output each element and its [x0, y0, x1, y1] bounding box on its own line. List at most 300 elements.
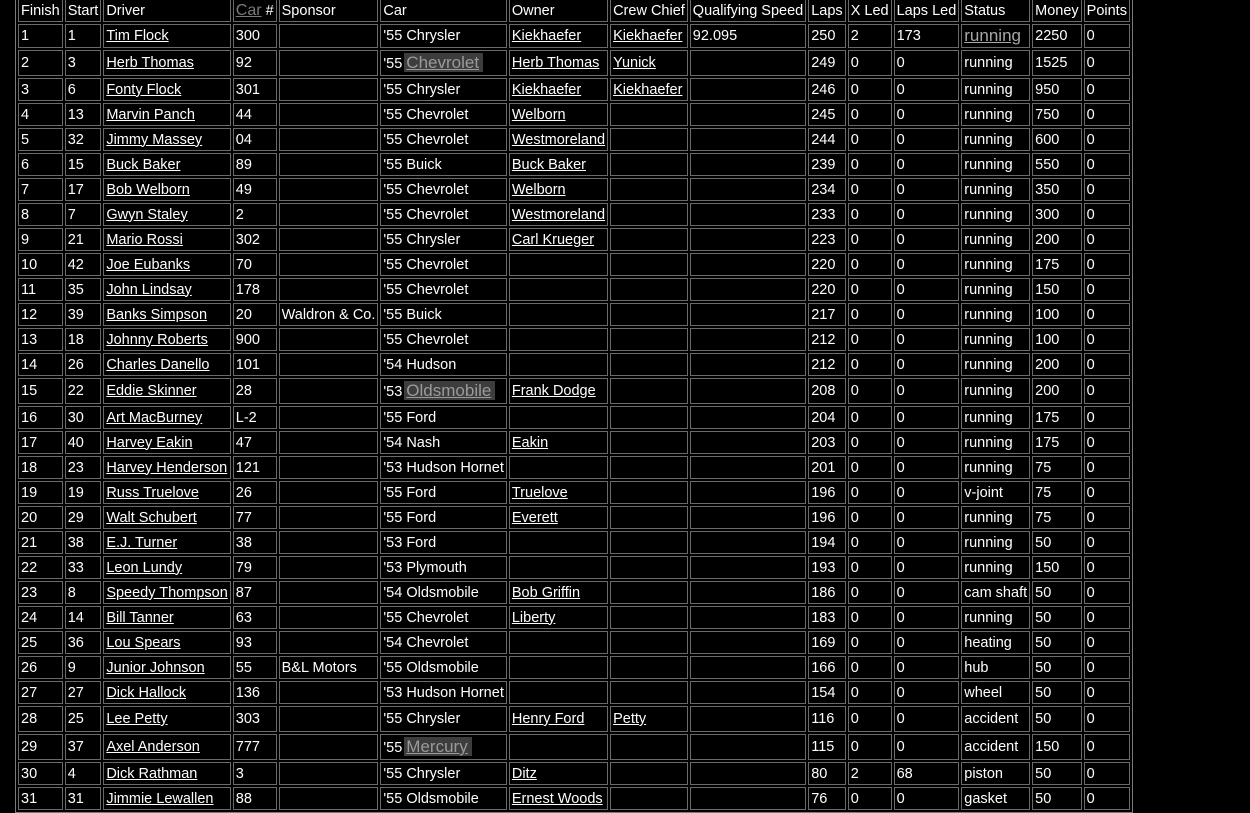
crew-chief-cell: [610, 556, 688, 579]
owner-cell-link[interactable]: Westmoreland: [511, 206, 606, 223]
points-cell: 0: [1084, 656, 1130, 679]
crew-chief-cell-link[interactable]: Kiekhaefer: [613, 28, 683, 44]
points-cell: 0: [1084, 178, 1130, 201]
start-cell: 32: [65, 128, 102, 151]
money-cell: 50: [1032, 681, 1082, 704]
owner-cell: [509, 353, 608, 376]
start-cell: 14: [65, 606, 102, 629]
sponsor-cell: [279, 787, 379, 810]
finish-cell: 7: [18, 178, 63, 201]
qualifying-speed-cell: [690, 762, 806, 785]
driver-cell-link[interactable]: Charles Danello: [106, 356, 210, 373]
status-cell: running: [961, 406, 1030, 429]
crew-chief-cell: [610, 78, 688, 101]
driver-cell-link[interactable]: Dick Rathman: [106, 765, 198, 782]
money-cell: 950: [1032, 78, 1082, 101]
finish-cell: 28: [18, 706, 63, 732]
laps-led-cell: 0: [894, 656, 960, 679]
x-led-cell: 0: [848, 153, 892, 176]
status-cell: running: [961, 303, 1030, 326]
finish-cell: 19: [18, 481, 63, 504]
driver-cell-link[interactable]: Axel Anderson: [106, 739, 200, 755]
driver-cell: [103, 506, 230, 529]
status-cell: v-joint: [961, 481, 1030, 504]
finish-cell: 8: [18, 203, 63, 226]
sponsor-cell: [279, 153, 379, 176]
car-cell: '55 Buick: [380, 303, 506, 326]
crew-chief-cell: [610, 178, 688, 201]
x-led-cell: 0: [848, 406, 892, 429]
status-cell: running: [961, 228, 1030, 251]
car-number-cell: 20: [233, 303, 277, 326]
points-cell: 0: [1084, 481, 1130, 504]
finish-cell: 13: [18, 328, 63, 351]
driver-cell-link[interactable]: Marvin Panch: [106, 106, 195, 123]
sponsor-cell: [279, 706, 379, 732]
status-cell: heating: [961, 631, 1030, 654]
money-cell: 200: [1032, 353, 1082, 376]
driver-cell-link[interactable]: Johnny Roberts: [106, 331, 208, 348]
laps-cell: 233: [808, 203, 845, 226]
car-cell: '55 Chevrolet: [380, 178, 506, 201]
status-cell: [961, 24, 1030, 48]
finish-cell: 6: [18, 153, 63, 176]
driver-cell: [103, 328, 230, 351]
money-cell: 600: [1032, 128, 1082, 151]
driver-cell: [103, 50, 230, 76]
start-cell: 15: [65, 153, 102, 176]
owner-cell-link[interactable]: Kiekhaefer: [511, 81, 582, 98]
owner-cell: [509, 278, 608, 301]
car-year: '55: [383, 740, 403, 756]
header-sponsor: Sponsor: [279, 0, 379, 22]
driver-cell: [103, 581, 230, 604]
status-cell: running: [961, 103, 1030, 126]
status-cell: running: [961, 203, 1030, 226]
sponsor-cell: [279, 328, 379, 351]
qualifying-speed-cell: [690, 178, 806, 201]
finish-cell: 10: [18, 253, 63, 276]
sponsor-cell: [279, 762, 379, 785]
car-number-cell: 303: [233, 706, 277, 732]
laps-cell: 76: [808, 787, 845, 810]
table-row: [18, 24, 1130, 48]
owner-cell-link[interactable]: Herb Thomas: [511, 55, 600, 71]
x-led-cell: 0: [848, 681, 892, 704]
points-cell: 0: [1084, 734, 1130, 760]
driver-cell-link[interactable]: Junior Johnson: [106, 659, 205, 676]
start-cell: 8: [65, 581, 102, 604]
laps-led-cell: 0: [894, 456, 960, 479]
sponsor-cell: [279, 178, 379, 201]
qualifying-speed-cell: [690, 153, 806, 176]
driver-cell-link[interactable]: Eddie Skinner: [106, 383, 197, 399]
start-cell: 39: [65, 303, 102, 326]
car-number-cell: 301: [233, 78, 277, 101]
car-cell: '55 Chevrolet: [380, 128, 506, 151]
owner-cell: [509, 303, 608, 326]
driver-cell-link[interactable]: Bob Welborn: [106, 181, 190, 198]
qualifying-speed-cell: [690, 506, 806, 529]
laps-led-cell: 173: [894, 24, 960, 48]
driver-cell-link[interactable]: Russ Truelove: [106, 484, 199, 501]
sponsor-cell: [279, 253, 379, 276]
driver-cell: [103, 481, 230, 504]
money-cell: 175: [1032, 253, 1082, 276]
start-cell: 37: [65, 734, 102, 760]
finish-cell: 12: [18, 303, 63, 326]
laps-cell: 186: [808, 581, 845, 604]
x-led-cell: 0: [848, 178, 892, 201]
driver-cell-link[interactable]: Lee Petty: [106, 711, 168, 727]
crew-chief-cell: [610, 253, 688, 276]
car-cell: '54 Oldsmobile: [380, 581, 506, 604]
sponsor-cell: [279, 531, 379, 554]
money-cell: 200: [1032, 378, 1082, 404]
money-cell: 175: [1032, 431, 1082, 454]
start-cell: 19: [65, 481, 102, 504]
crew-chief-cell-link[interactable]: Yunick: [613, 55, 656, 71]
x-led-cell: 0: [848, 328, 892, 351]
car-cell: '53 Ford: [380, 531, 506, 554]
car-number-header-link[interactable]: Car: [235, 1, 262, 19]
sponsor-cell: [279, 228, 379, 251]
header-car: Car: [380, 0, 506, 22]
start-cell: 36: [65, 631, 102, 654]
points-cell: 0: [1084, 787, 1130, 810]
driver-cell-link[interactable]: Banks Simpson: [106, 306, 208, 323]
laps-cell: 250: [808, 24, 845, 48]
owner-cell-link[interactable]: Welborn: [511, 181, 566, 198]
car-number-cell: 38: [233, 531, 277, 554]
money-cell: 750: [1032, 103, 1082, 126]
start-cell: 38: [65, 531, 102, 554]
crew-chief-cell: [610, 762, 688, 785]
money-cell: 150: [1032, 734, 1082, 760]
header-status: Status: [961, 0, 1030, 22]
car-cell: '55 Chevrolet: [380, 203, 506, 226]
driver-cell-link[interactable]: Walt Schubert: [106, 509, 197, 526]
money-cell: 100: [1032, 303, 1082, 326]
driver-cell-link[interactable]: Speedy Thompson: [106, 584, 228, 601]
points-cell: 0: [1084, 328, 1130, 351]
driver-cell-link[interactable]: E.J. Turner: [106, 534, 178, 551]
finish-cell: 1: [18, 24, 63, 48]
driver-cell: [103, 631, 230, 654]
x-led-cell: 0: [848, 556, 892, 579]
x-led-cell: 0: [848, 456, 892, 479]
car-cell: '55 Ford: [380, 406, 506, 429]
driver-cell-link[interactable]: Jimmy Massey: [106, 131, 203, 148]
owner-cell-link[interactable]: Ditz: [511, 765, 537, 782]
owner-cell-link[interactable]: Liberty: [511, 609, 556, 626]
crew-chief-cell: [610, 681, 688, 704]
crew-chief-cell: [610, 456, 688, 479]
crew-chief-cell: [610, 203, 688, 226]
owner-cell-link[interactable]: Everett: [511, 509, 558, 526]
qualifying-speed-cell: [690, 556, 806, 579]
driver-cell-link[interactable]: Buck Baker: [106, 156, 181, 173]
status-cell: running: [961, 128, 1030, 151]
money-cell: 50: [1032, 631, 1082, 654]
status-cell: running: [961, 178, 1030, 201]
driver-cell-link[interactable]: Tim Flock: [106, 28, 169, 44]
points-cell: 0: [1084, 153, 1130, 176]
car-make-link[interactable]: Chevrolet: [404, 53, 483, 72]
points-cell: 0: [1084, 506, 1130, 529]
car-cell: [380, 734, 506, 760]
laps-cell: 169: [808, 631, 845, 654]
driver-cell-link[interactable]: Leon Lundy: [106, 559, 183, 576]
crew-chief-cell: [610, 278, 688, 301]
table-row: [18, 228, 1130, 251]
laps-led-cell: 0: [894, 128, 960, 151]
table-row: [18, 203, 1130, 226]
car-number-cell: 04: [233, 128, 277, 151]
car-cell: '54 Chevrolet: [380, 631, 506, 654]
sponsor-cell: [279, 606, 379, 629]
laps-cell: 246: [808, 78, 845, 101]
table-row: [18, 762, 1130, 785]
driver-cell-link[interactable]: Dick Hallock: [106, 684, 187, 701]
x-led-cell: 0: [848, 78, 892, 101]
owner-cell: [509, 50, 608, 76]
points-cell: 0: [1084, 762, 1130, 785]
driver-cell-link[interactable]: Art MacBurney: [106, 409, 203, 426]
x-led-cell: 0: [848, 353, 892, 376]
owner-cell-link[interactable]: Buck Baker: [511, 156, 587, 173]
laps-cell: 194: [808, 531, 845, 554]
laps-led-cell: 0: [894, 531, 960, 554]
finish-cell: 31: [18, 787, 63, 810]
status-cell: running: [961, 78, 1030, 101]
money-cell: 50: [1032, 606, 1082, 629]
crew-chief-cell-link[interactable]: Kiekhaefer: [613, 81, 683, 98]
finish-cell: 14: [18, 353, 63, 376]
x-led-cell: 2: [848, 24, 892, 48]
money-cell: 50: [1032, 706, 1082, 732]
status-link[interactable]: running: [964, 26, 1021, 45]
car-cell: '54 Nash: [380, 431, 506, 454]
crew-chief-cell: [610, 506, 688, 529]
crew-chief-cell: [610, 378, 688, 404]
driver-cell-link[interactable]: Lou Spears: [106, 634, 181, 651]
car-make-link[interactable]: Oldsmobile: [404, 381, 495, 400]
car-number-cell: 77: [233, 506, 277, 529]
owner-cell-link[interactable]: Bob Griffin: [511, 584, 581, 601]
x-led-cell: 0: [848, 606, 892, 629]
laps-cell: 115: [808, 734, 845, 760]
driver-cell-link[interactable]: John Lindsay: [106, 281, 192, 298]
driver-cell: [103, 153, 230, 176]
header-money: Money: [1032, 0, 1082, 22]
driver-cell-link[interactable]: Joe Eubanks: [106, 256, 191, 273]
driver-cell-link[interactable]: Jimmie Lewallen: [106, 790, 214, 807]
driver-cell-link[interactable]: Fonty Flock: [106, 81, 182, 98]
car-cell: '54 Hudson: [380, 353, 506, 376]
owner-cell: [509, 681, 608, 704]
x-led-cell: 0: [848, 378, 892, 404]
qualifying-speed-cell: [690, 531, 806, 554]
driver-cell-link[interactable]: Herb Thomas: [106, 55, 194, 71]
table-row: [18, 50, 1130, 76]
header-qualifying-speed: Qualifying Speed: [690, 0, 806, 22]
driver-cell: [103, 787, 230, 810]
car-number-cell: 2: [233, 203, 277, 226]
crew-chief-cell: [610, 787, 688, 810]
x-led-cell: 0: [848, 531, 892, 554]
table-row: [18, 178, 1130, 201]
car-make-link[interactable]: Mercury: [404, 737, 471, 756]
table-row: [18, 278, 1130, 301]
points-cell: 0: [1084, 556, 1130, 579]
laps-cell: 208: [808, 378, 845, 404]
owner-cell: [509, 406, 608, 429]
car-cell: [380, 378, 506, 404]
laps-cell: 220: [808, 253, 845, 276]
car-cell: '53 Hudson Hornet: [380, 456, 506, 479]
status-cell: running: [961, 606, 1030, 629]
laps-cell: 217: [808, 303, 845, 326]
header-points: Points: [1084, 0, 1130, 22]
x-led-cell: 0: [848, 203, 892, 226]
owner-cell: [509, 456, 608, 479]
start-cell: 7: [65, 203, 102, 226]
car-cell: '55 Chrysler: [380, 228, 506, 251]
qualifying-speed-cell: [690, 581, 806, 604]
points-cell: 0: [1084, 24, 1130, 48]
status-cell: running: [961, 253, 1030, 276]
laps-cell: 183: [808, 606, 845, 629]
crew-chief-cell: [610, 706, 688, 732]
qualifying-speed-cell: [690, 50, 806, 76]
driver-cell: [103, 556, 230, 579]
driver-cell-link[interactable]: Harvey Henderson: [106, 459, 228, 476]
crew-chief-cell-link[interactable]: Petty: [613, 711, 647, 727]
laps-led-cell: 0: [894, 556, 960, 579]
start-cell: 6: [65, 78, 102, 101]
car-cell: '55 Chevrolet: [380, 103, 506, 126]
owner-cell: [509, 706, 608, 732]
car-number-cell: 26: [233, 481, 277, 504]
laps-led-cell: 0: [894, 606, 960, 629]
x-led-cell: 0: [848, 787, 892, 810]
table-row: [18, 456, 1130, 479]
laps-cell: 220: [808, 278, 845, 301]
results-body: [18, 24, 1130, 810]
car-number-cell: 44: [233, 103, 277, 126]
points-cell: 0: [1084, 531, 1130, 554]
owner-cell: [509, 378, 608, 404]
status-cell: running: [961, 153, 1030, 176]
crew-chief-cell: [610, 631, 688, 654]
x-led-cell: 0: [848, 656, 892, 679]
crew-chief-cell: [610, 481, 688, 504]
status-cell: wheel: [961, 681, 1030, 704]
qualifying-speed-cell: [690, 787, 806, 810]
status-cell: running: [961, 353, 1030, 376]
sponsor-cell: [279, 734, 379, 760]
header-owner: Owner: [509, 0, 608, 22]
finish-cell: 9: [18, 228, 63, 251]
driver-cell: [103, 178, 230, 201]
money-cell: 1525: [1032, 50, 1082, 76]
driver-cell-link[interactable]: Bill Tanner: [106, 609, 174, 626]
table-row: [18, 787, 1130, 810]
owner-cell-link[interactable]: Welborn: [511, 106, 566, 123]
sponsor-cell: [279, 431, 379, 454]
owner-cell-link[interactable]: Truelove: [511, 484, 568, 501]
driver-cell: [103, 378, 230, 404]
car-number-cell: 101: [233, 353, 277, 376]
qualifying-speed-cell: [690, 706, 806, 732]
owner-cell: [509, 631, 608, 654]
status-cell: accident: [961, 734, 1030, 760]
laps-cell: 196: [808, 481, 845, 504]
start-cell: 27: [65, 681, 102, 704]
money-cell: 50: [1032, 581, 1082, 604]
owner-cell-link[interactable]: Frank Dodge: [511, 383, 596, 399]
money-cell: 50: [1032, 656, 1082, 679]
table-row: [18, 706, 1130, 732]
qualifying-speed-cell: [690, 631, 806, 654]
laps-led-cell: 0: [894, 153, 960, 176]
car-number-cell: 93: [233, 631, 277, 654]
driver-cell: [103, 681, 230, 704]
table-row: [18, 581, 1130, 604]
header-start: Start: [65, 0, 102, 22]
sponsor-cell: [279, 456, 379, 479]
start-cell: 23: [65, 456, 102, 479]
driver-cell: [103, 228, 230, 251]
driver-cell-link[interactable]: Harvey Eakin: [106, 434, 193, 451]
status-cell: running: [961, 456, 1030, 479]
owner-cell-link[interactable]: Eakin: [511, 434, 549, 451]
car-cell: '53 Plymouth: [380, 556, 506, 579]
x-led-cell: 0: [848, 734, 892, 760]
points-cell: 0: [1084, 128, 1130, 151]
finish-cell: 18: [18, 456, 63, 479]
start-cell: 35: [65, 278, 102, 301]
owner-cell-link[interactable]: Henry Ford: [511, 711, 585, 727]
money-cell: 75: [1032, 481, 1082, 504]
laps-led-cell: 0: [894, 631, 960, 654]
crew-chief-cell: [610, 531, 688, 554]
status-cell: running: [961, 278, 1030, 301]
crew-chief-cell: [610, 406, 688, 429]
money-cell: 75: [1032, 506, 1082, 529]
owner-cell-link[interactable]: Ernest Woods: [511, 790, 603, 807]
x-led-cell: 0: [848, 278, 892, 301]
owner-cell: [509, 762, 608, 785]
owner-cell-link[interactable]: Westmoreland: [511, 131, 606, 148]
sponsor-cell: [279, 481, 379, 504]
points-cell: 0: [1084, 706, 1130, 732]
laps-led-cell: 0: [894, 50, 960, 76]
driver-cell-link[interactable]: Mario Rossi: [106, 231, 183, 248]
table-row: [18, 78, 1130, 101]
owner-cell-link[interactable]: Kiekhaefer: [511, 28, 582, 44]
status-cell: hub: [961, 656, 1030, 679]
driver-cell-link[interactable]: Gwyn Staley: [106, 206, 188, 223]
finish-cell: 22: [18, 556, 63, 579]
table-row: [18, 328, 1130, 351]
laps-led-cell: 0: [894, 253, 960, 276]
car-number-cell: 900: [233, 328, 277, 351]
laps-cell: 154: [808, 681, 845, 704]
owner-cell-link[interactable]: Carl Krueger: [511, 231, 595, 248]
start-cell: 9: [65, 656, 102, 679]
